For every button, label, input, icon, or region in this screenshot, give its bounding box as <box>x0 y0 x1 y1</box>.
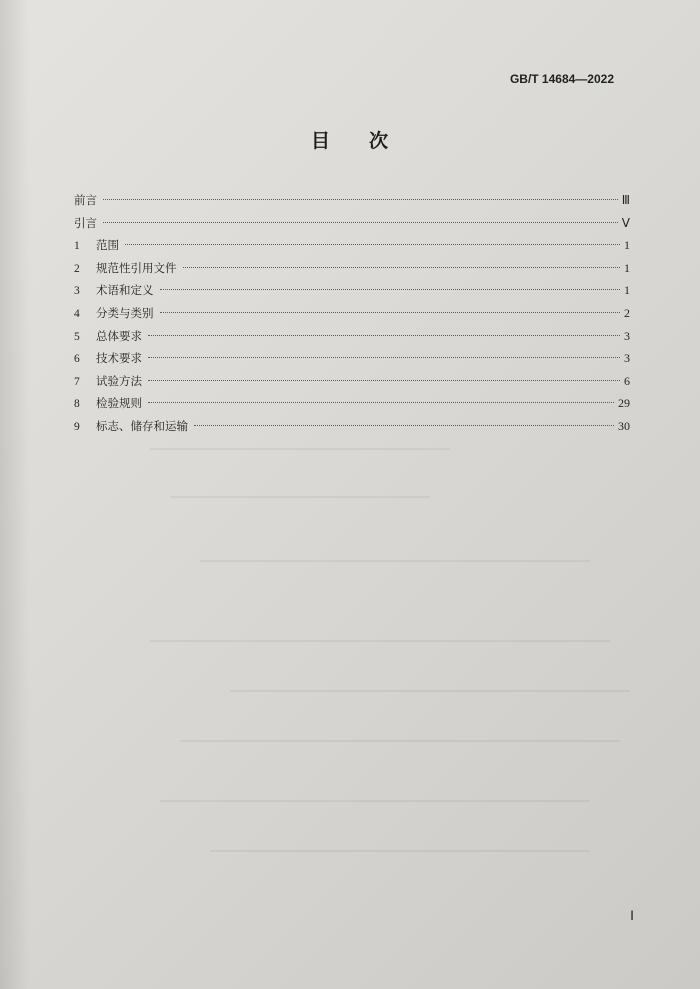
show-through-line <box>210 850 590 852</box>
show-through-line <box>160 800 590 802</box>
toc-entry-number: 1 <box>74 240 80 253</box>
toc-entry-page: 1 <box>624 238 630 253</box>
toc-entry[interactable] <box>74 257 630 280</box>
dot-leader <box>125 243 620 245</box>
toc-entry[interactable] <box>74 279 630 302</box>
dot-leader <box>194 424 614 426</box>
toc-entry-label: 前言 <box>74 193 97 207</box>
dot-leader <box>148 356 620 358</box>
show-through-line <box>200 560 590 562</box>
toc-entry-label: 规范性引用文件 <box>96 260 177 275</box>
show-through-line <box>150 640 610 642</box>
dot-leader <box>160 288 621 290</box>
toc-entry-page: Ⅴ <box>621 215 630 230</box>
toc-entry[interactable] <box>74 325 630 348</box>
toc-entry-label: 范围 <box>96 238 119 253</box>
toc-entry-page: 6 <box>624 373 630 388</box>
toc-entry[interactable] <box>74 189 630 212</box>
toc-entry-number: 7 <box>74 375 80 388</box>
page-number: Ⅰ <box>630 908 634 923</box>
show-through-line <box>150 448 450 450</box>
show-through-line <box>230 690 630 692</box>
toc-entry-label: 分类与类别 <box>96 305 154 320</box>
toc-entry-label: 试验方法 <box>96 373 142 388</box>
dot-leader <box>148 401 614 403</box>
toc-entry-page: 30 <box>618 418 630 433</box>
show-through-line <box>180 740 620 742</box>
toc-entry-page: Ⅲ <box>621 193 630 207</box>
toc-entry[interactable] <box>74 234 630 257</box>
toc-entry-number: 4 <box>74 307 80 320</box>
toc-entry[interactable] <box>74 415 630 438</box>
standard-number: GB/T 14684—2022 <box>509 72 614 86</box>
toc-entry-number: 8 <box>74 398 80 411</box>
toc-entry-page: 3 <box>624 328 630 343</box>
toc-entry-number: 3 <box>74 285 80 298</box>
dot-leader <box>160 311 621 313</box>
toc-entry-page: 2 <box>624 305 630 320</box>
toc-entry-number: 9 <box>74 420 80 433</box>
toc-title-char: 次 <box>369 130 390 152</box>
toc-entry-label: 技术要求 <box>96 351 142 366</box>
toc-title-char: 目 <box>310 130 331 152</box>
toc-entry-page: 1 <box>624 283 630 298</box>
dot-leader <box>103 221 618 223</box>
dot-leader <box>148 334 620 336</box>
toc-entry-number: 2 <box>74 262 80 275</box>
toc-entry[interactable] <box>74 212 630 235</box>
show-through-line <box>170 496 430 498</box>
dot-leader <box>103 198 618 200</box>
toc-entry[interactable] <box>74 392 630 415</box>
toc-entry[interactable] <box>74 347 630 370</box>
toc-entry[interactable] <box>74 370 630 393</box>
toc-entry-label: 引言 <box>74 215 97 230</box>
toc-entry-label: 术语和定义 <box>96 283 154 298</box>
table-of-contents <box>74 189 630 438</box>
dot-leader <box>148 379 620 381</box>
toc-entry-label: 总体要求 <box>96 328 142 343</box>
toc-title <box>0 126 700 153</box>
dot-leader <box>183 266 621 268</box>
toc-entry-number: 6 <box>74 353 80 366</box>
toc-entry-page: 29 <box>618 396 630 411</box>
toc-entry-page: 1 <box>624 260 630 275</box>
toc-entry[interactable] <box>74 302 630 325</box>
toc-entry-label: 标志、储存和运输 <box>96 418 188 433</box>
toc-entry-number: 5 <box>74 330 80 343</box>
toc-entry-page: 3 <box>624 351 630 366</box>
toc-entry-label: 检验规则 <box>96 396 142 411</box>
